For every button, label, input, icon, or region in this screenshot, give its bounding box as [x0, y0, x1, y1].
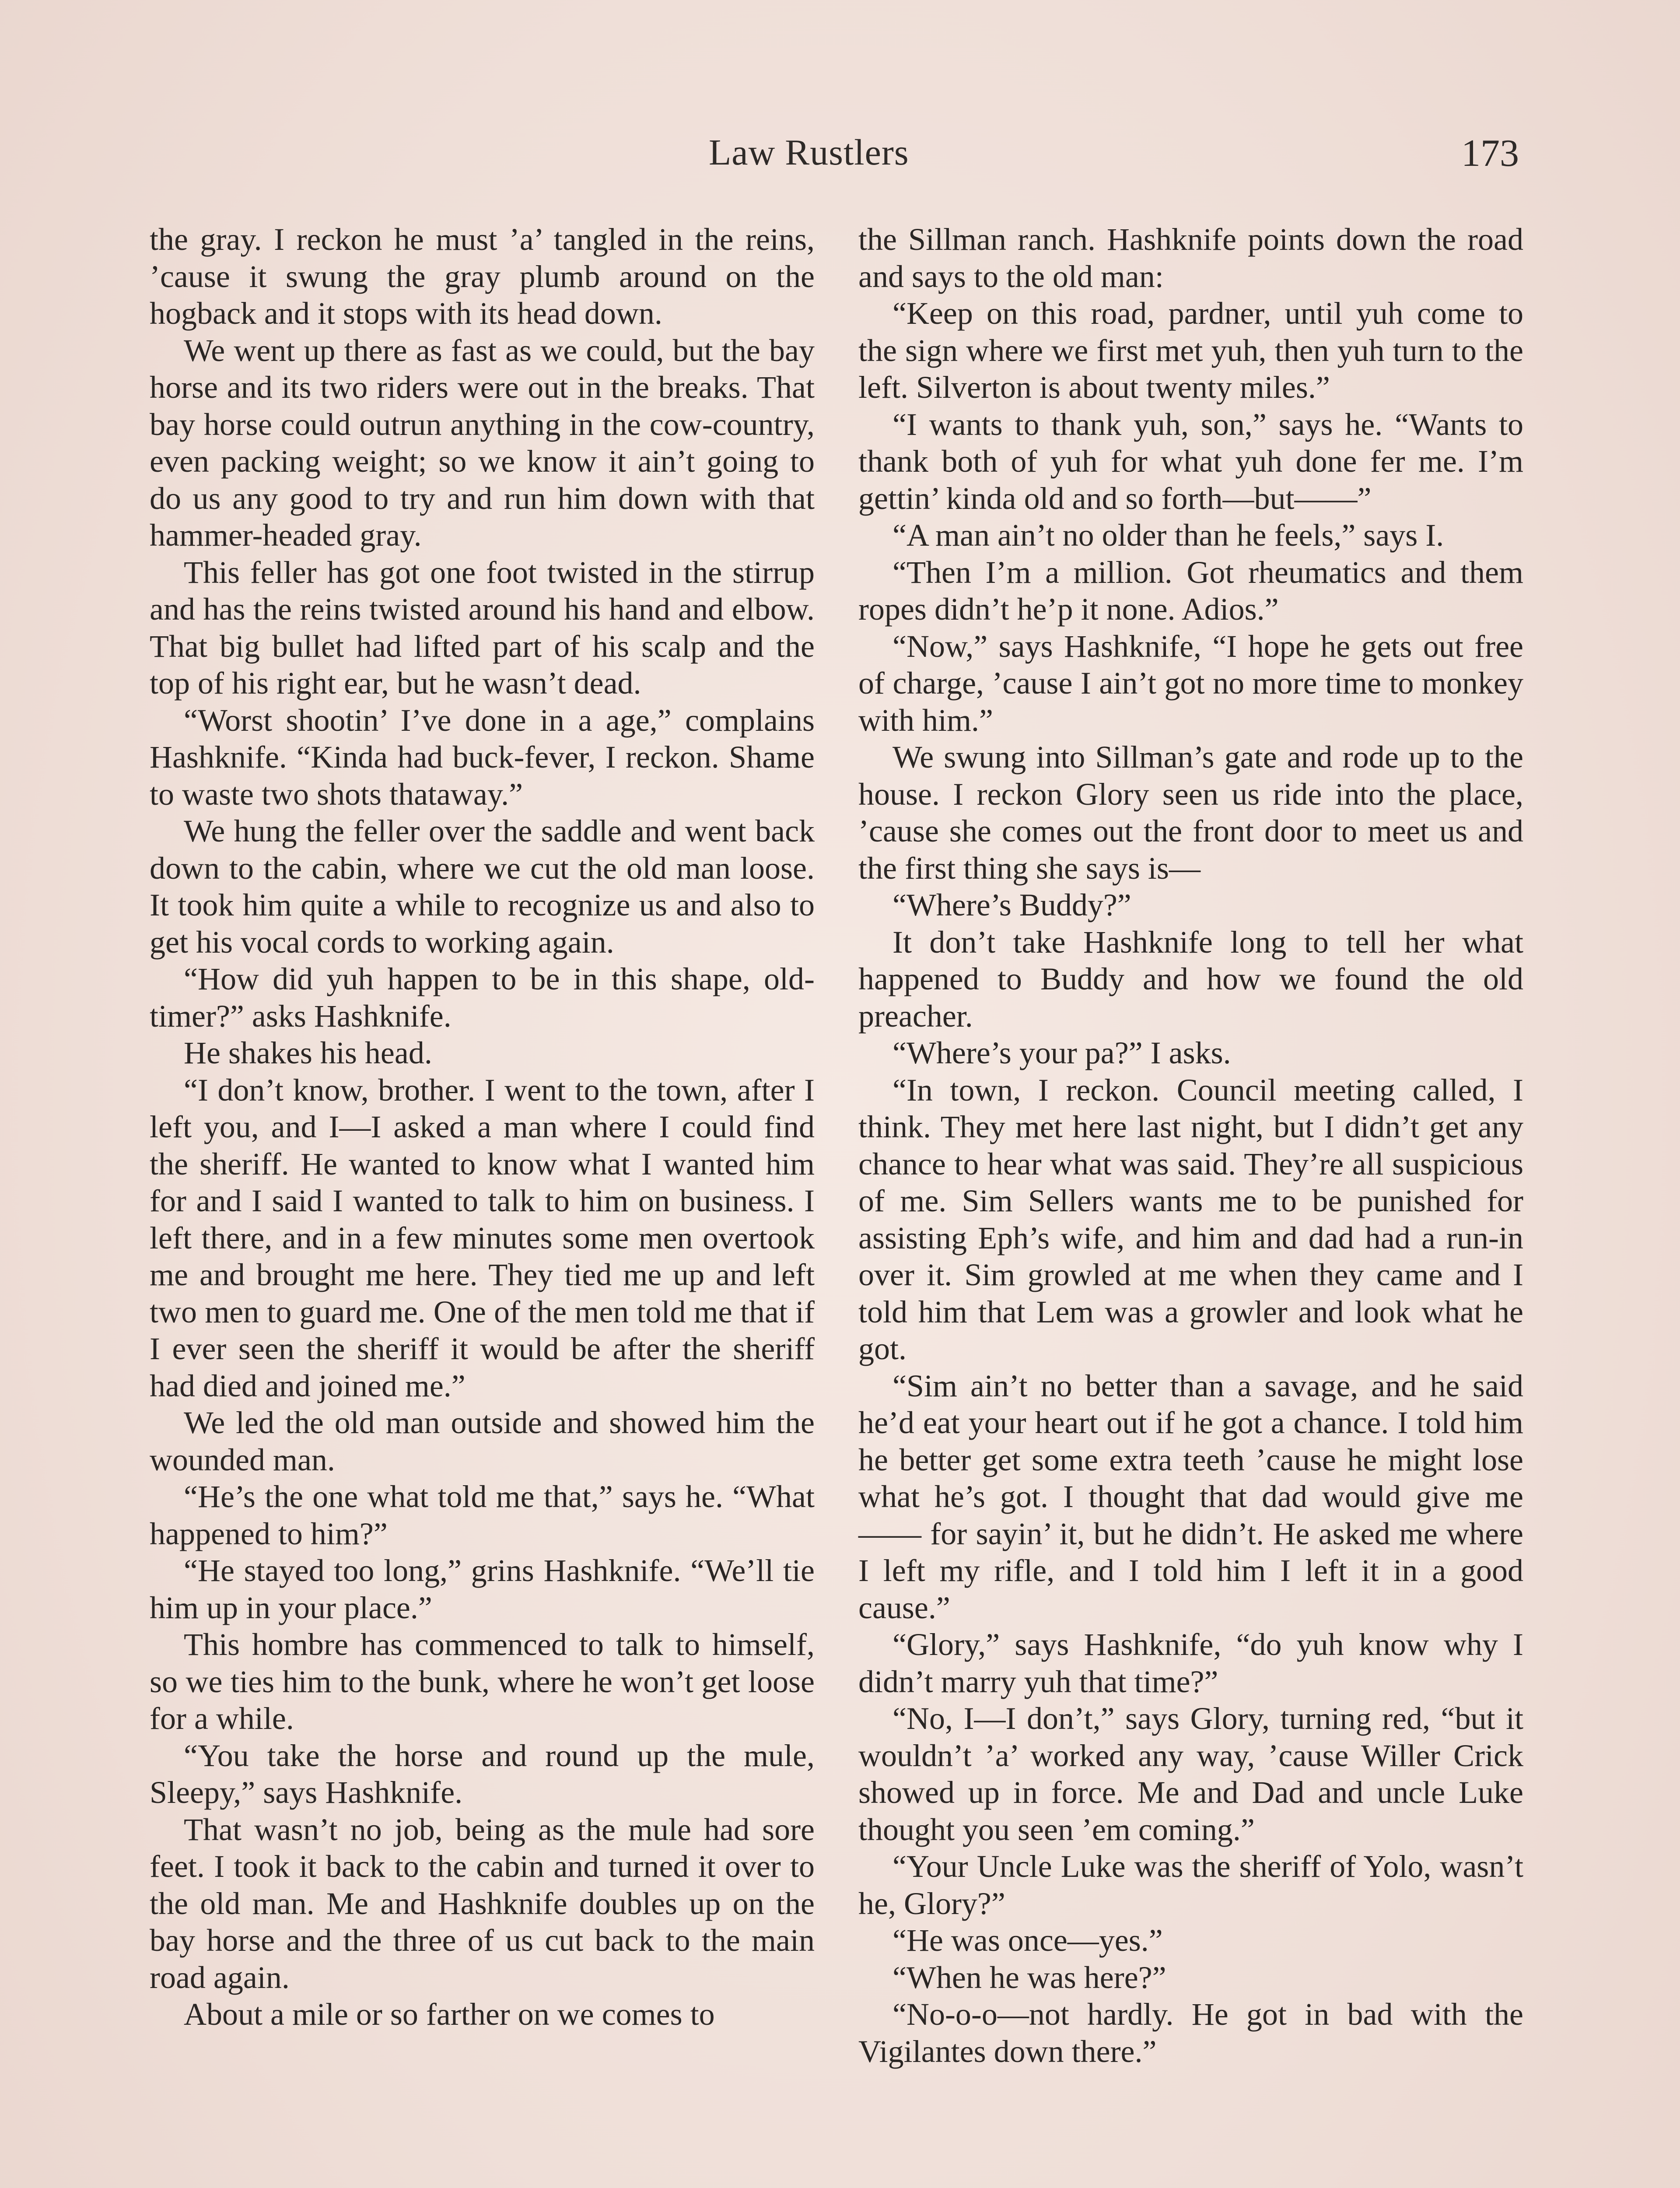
paragraph: “Sim ain’t no better than a savage, and he said he’d eat your heart out if he got a chance. I told him he better get some extra teeth ’cause he might lose what he’s got. I thought that dad would give me —— for sayin’ it, but he didn’t. He asked me where I left my rifle, and I told him I left it in a good cause.” — [858, 1368, 1523, 1625]
paragraph: the gray. I reckon he must ’a’ tangled in the reins, ’cause it swung the gray plumb around on the hogback and it stops with its head down. — [150, 222, 815, 331]
paragraph: We swung into Sillman’s gate and rode up to the house. I reckon Glory seen us ride into the place, ’cause she comes out the front door to meet us and the first thing she says is— — [858, 740, 1523, 886]
paragraph: “No-o-o—not hardly. He got in bad with the Vigilantes down there.” — [858, 1997, 1523, 2069]
left-text-column — [150, 221, 815, 2033]
paragraph: We went up there as fast as we could, but the bay horse and its two riders were out in the breaks. That bay horse could outrun anything in the cow-country, even packing weight; so we know it ain’t going to do us any good to try and run him down with that hammer-headed gray. — [150, 333, 815, 553]
paragraph: “Glory,” says Hashknife, “do yuh know why I didn’t marry yuh that time?” — [858, 1627, 1523, 1699]
paragraph: “Keep on this road, pardner, until yuh come to the sign where we first met yuh, then yuh turn to the left. Silverton is about twenty miles.” — [858, 296, 1523, 405]
paragraph: “Your Uncle Luke was the sheriff of Yolo, wasn’t he, Glory?” — [858, 1849, 1523, 1921]
paragraph: “Where’s your pa?” I asks. — [892, 1035, 1231, 1070]
paragraph: It don’t take Hashknife long to tell her what happened to Buddy and how we found the old preacher. — [858, 924, 1523, 1034]
paragraph: “How did yuh happen to be in this shape, old-timer?” asks Hashknife. — [150, 961, 815, 1034]
paragraph: “I don’t know, brother. I went to the town, after I left you, and I—I asked a man where I could find the sheriff. He wanted to know what I wanted him for and I said I wanted to talk to him on business. I left there, and in a few minutes some men overtook me and brought me here. They tied me up and left two men to guard me. One of the men told me that if I ever seen the sheriff it would be after the sheriff had died and joined me.” — [150, 1072, 815, 1403]
paragraph: the Sillman ranch. Hashknife points down the road and says to the old man: — [858, 222, 1523, 294]
paragraph: “In town, I reckon. Council meeting called, I think. They met here last night, but I didn’t get any chance to hear what was said. They’re all suspicious of me. Sim Sellers wants me to be punished for assisting Eph’s wife, and him and dad had a run-in over it. Sim growled at me when they came and I told him that Lem was a growler and look what he got. — [858, 1072, 1523, 1366]
paragraph: “You take the horse and round up the mule, Sleepy,” says Hashknife. — [150, 1738, 815, 1810]
paragraph: “He’s the one what told me that,” says he. “What happened to him?” — [150, 1479, 815, 1551]
paragraph: About a mile or so farther on we comes to — [184, 1997, 715, 2032]
paragraph: “He stayed too long,” grins Hashknife. “We’ll tie him up in your place.” — [150, 1553, 815, 1625]
paragraph: “Then I’m a million. Got rheumatics and them ropes didn’t he’p it none. Adios.” — [858, 554, 1523, 627]
page-number: 173 — [1461, 132, 1519, 175]
paragraph: “I wants to thank yuh, son,” says he. “Wants to thank both of yuh for what yuh done fer me. I’m gettin’ kinda old and so forth—but——” — [858, 407, 1523, 516]
right-text-column — [858, 221, 1523, 2070]
paragraph: He shakes his head. — [184, 1035, 432, 1070]
paragraph: That wasn’t no job, being as the mule had sore feet. I took it back to the cabin and turned it over to the old man. Me and Hashknife doubles up on the bay horse and the three of us cut back to the main road again. — [150, 1812, 815, 1995]
paragraph: “Worst shootin’ I’ve done in a age,” complains Hashknife. “Kinda had buck-fever, I reckon. Shame to waste two shots thataway.” — [150, 702, 815, 812]
running-title: Law Rustlers — [709, 132, 909, 173]
paragraph: “No, I—I don’t,” says Glory, turning red, “but it wouldn’t ’a’ worked any way, ’cause Willer Crick showed up in force. Me and Dad and uncle Luke thought you seen ’em coming.” — [858, 1701, 1523, 1847]
paragraph: We led the old man outside and showed him the wounded man. — [150, 1405, 815, 1477]
paragraph: “A man ain’t no older than he feels,” says I. — [892, 518, 1444, 553]
paragraph: This feller has got one foot twisted in the stirrup and has the reins twisted around his hand and elbow. That big bullet had lifted part of his scalp and the top of his right ear, but he wasn’t dead. — [150, 554, 815, 701]
paragraph: “Where’s Buddy?” — [892, 887, 1131, 922]
paragraph: “When he was here?” — [892, 1960, 1166, 1995]
paragraph: “Now,” says Hashknife, “I hope he gets out free of charge, ’cause I ain’t got no more time to monkey with him.” — [858, 628, 1523, 738]
paragraph: “He was once—yes.” — [892, 1923, 1163, 1958]
paragraph: This hombre has commenced to talk to himself, so we ties him to the bunk, where he won’t get loose for a while. — [150, 1627, 815, 1736]
paragraph: We hung the feller over the saddle and went back down to the cabin, where we cut the old man loose. It took him quite a while to recognize us and also to get his vocal cords to working again. — [150, 813, 815, 960]
